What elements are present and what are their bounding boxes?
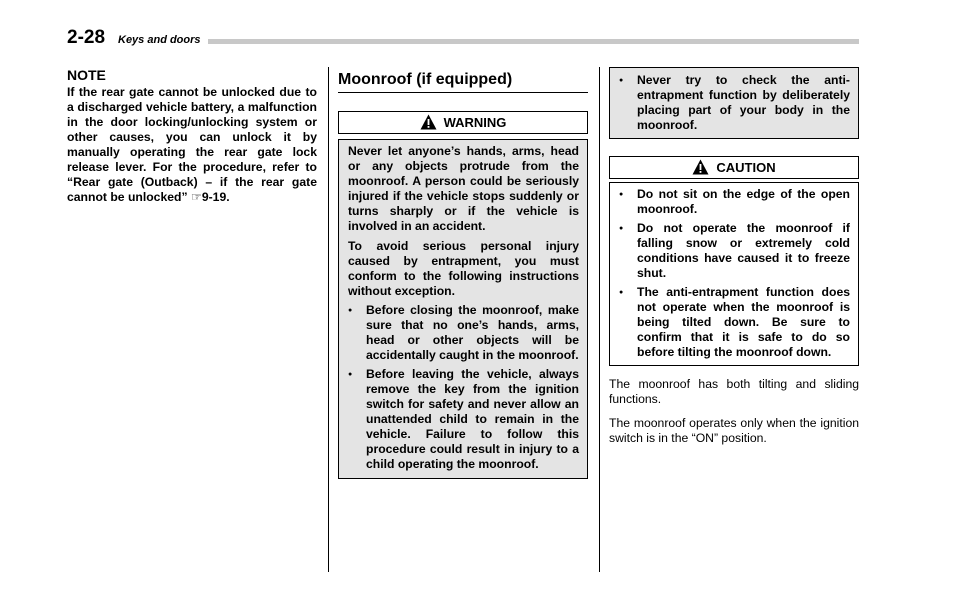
column-divider-right <box>599 67 600 572</box>
page-number: 2-28 <box>67 27 106 48</box>
warning-list <box>348 303 579 472</box>
body-paragraph: The moonroof has both tilting and sliding functions. <box>609 377 859 406</box>
right-column <box>609 67 859 446</box>
heading-rule <box>338 92 588 93</box>
warning-triangle-icon <box>420 114 437 133</box>
moonroof-heading: Moonroof (if equipped) <box>338 71 513 88</box>
warning-bullet: ● Before closing the moonroof, make sure that no one’s hands, arms, head or other objects will be accidentally caught in the moonroof. <box>348 303 579 363</box>
caution-label-box <box>609 156 859 179</box>
section-title: Keys and doors <box>118 34 201 46</box>
caution-triangle-icon <box>692 159 709 178</box>
left-column <box>67 67 317 205</box>
body-paragraph: The moonroof operates only when the ignition switch is in the “ON” position. <box>609 416 859 445</box>
warning-label: WARNING <box>443 115 507 130</box>
warning-paragraph: Never let anyone’s hands, arms, head or any objects protrude from the moonroof. A person could be seriously injured if the vehicle stops suddenly or turns sharply or if the vehicle is involved in an accident. <box>348 144 579 233</box>
caution-bullet: ● Do not sit on the edge of the open moonroof. <box>619 187 850 217</box>
caution-bullet: ● Do not operate the moonroof if falling snow or extremely cold conditions have caused it to freeze shut. <box>619 221 850 281</box>
caution-box <box>609 182 859 366</box>
warning-paragraph: To avoid serious personal injury caused by entrapment, you must conform to the following instructions without exception. <box>348 239 579 298</box>
caution-bullet: ● The anti-entrapment function does not operate when the moonroof is being tilted down. Be sure to confirm that it is safe to do so before tilting the moonroof down. <box>619 285 850 360</box>
caution-list <box>619 187 850 360</box>
note-title: NOTE <box>67 67 106 83</box>
warning-bullet: ● Before leaving the vehicle, always remove the key from the ignition switch for safety and never allow an unattended child to remain in the vehicle. Failure to follow this procedure could result in injury to a child operating the moonroof. <box>348 367 579 472</box>
column-divider-left <box>328 67 329 572</box>
warning-bullet: ● Never try to check the anti-entrapment function by deliberately placing part of your body in the moonroof. <box>619 73 850 133</box>
warning-box <box>338 139 588 479</box>
warning-continued-list <box>619 73 850 133</box>
warning-label-box <box>338 111 588 134</box>
warning-continued-box <box>609 67 859 139</box>
caution-label: CAUTION <box>716 160 776 175</box>
middle-column <box>338 70 588 479</box>
note-text: If the rear gate cannot be unlocked due to a discharged vehicle battery, a malfunction in the door locking/unlocking system or other causes, you can unlock it by manually operating the rear gate lock release lever. For the procedure, refer to “Rear gate (Outback) – if the rear gate cannot be unlocked” ☞9-19. <box>67 85 317 204</box>
header-rule <box>208 39 859 44</box>
